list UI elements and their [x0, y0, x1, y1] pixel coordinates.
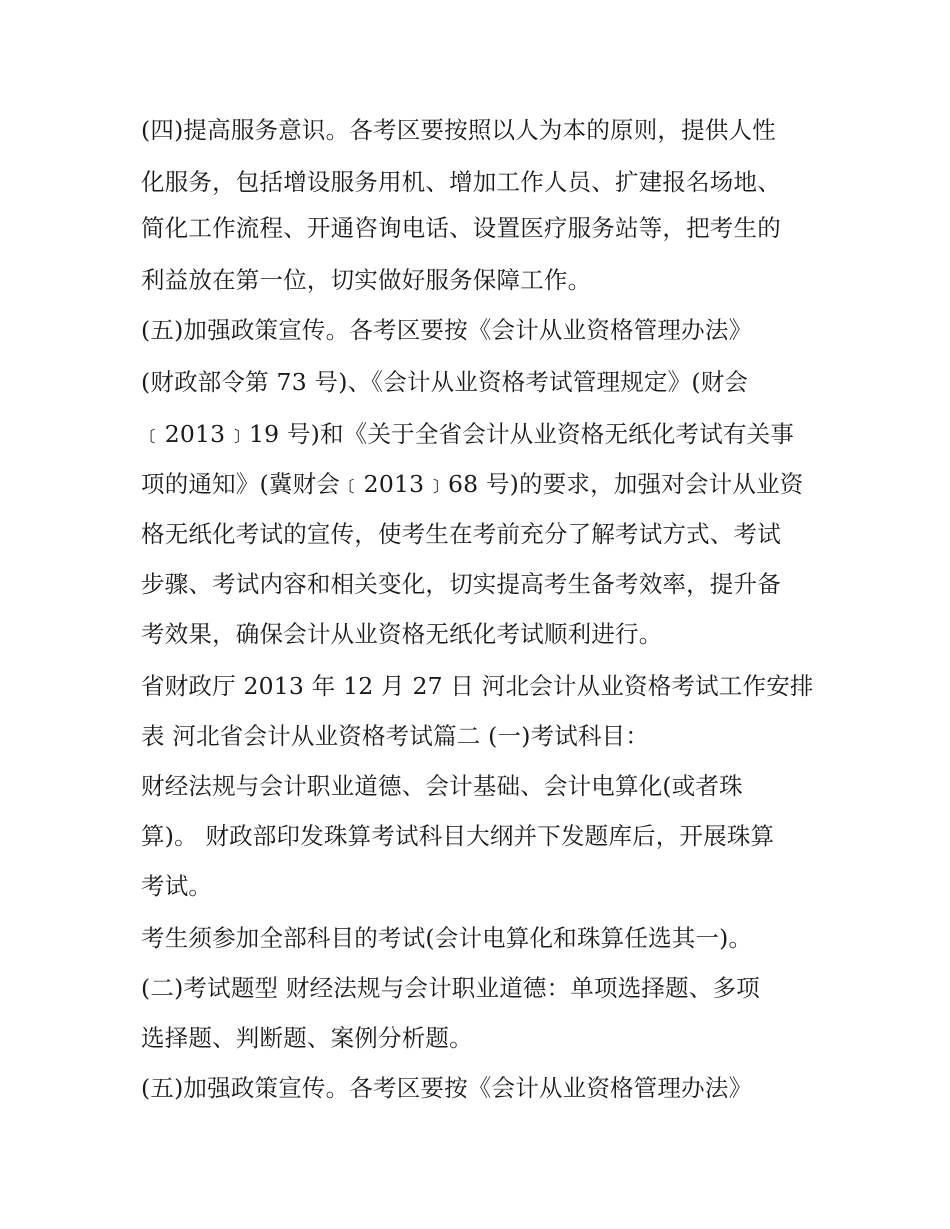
text-line: ﹝2013﹞19 号)和《关于全省会计从业资格无纸化考试有关事 — [141, 420, 795, 448]
text-line: (五)加强政策宣传。各考区要按《会计从业资格管理办法》 — [141, 1074, 753, 1102]
text-line: 利益放在第一位，切实做好服务保障工作。 — [141, 266, 592, 294]
text-line: 简化工作流程、开通咨询电话、设置医疗服务站等，把考生的 — [141, 214, 781, 242]
text-line: 财经法规与会计职业道德、会计基础、会计电算化(或者珠 — [141, 772, 743, 800]
text-line: 算)。 财政部印发珠算考试科目大纲并下发题库后，开展珠算 — [141, 822, 775, 850]
text-line: (四)提高服务意识。各考区要按照以人为本的原则，提供人性 — [141, 116, 776, 144]
text-line: 格无纸化考试的宣传，使考生在考前充分了解考试方式、考试 — [141, 520, 781, 548]
text-line: (二)考试题型 财经法规与会计职业道德：单项选择题、多项 — [141, 974, 760, 1002]
text-line: 化服务，包括增设服务用机、增加工作人员、扩建报名场地、 — [141, 168, 781, 196]
text-line: 省财政厅 2013 年 12 月 27 日 河北会计从业资格考试工作安排 — [141, 672, 814, 700]
text-line: 选择题、判断题、案例分析题。 — [141, 1024, 473, 1052]
text-line: 考生须参加全部科目的考试(会计电算化和珠算任选其一)。 — [141, 924, 753, 952]
text-line: 考效果，确保会计从业资格无纸化考试顺利进行。 — [141, 620, 663, 648]
text-line: (财政部令第 73 号)、《会计从业资格考试管理规定》(财会 — [141, 368, 749, 396]
text-line: 表 河北省会计从业资格考试篇二 (一)考试科目： — [141, 722, 650, 750]
text-line: 项的通知》(冀财会﹝2013﹞68 号)的要求，加强对会计从业资 — [141, 470, 804, 498]
text-line: (五)加强政策宣传。各考区要按《会计从业资格管理办法》 — [141, 316, 753, 344]
text-line: 步骤、考试内容和相关变化，切实提高考生备考效率，提升备 — [141, 570, 781, 598]
text-line: 考试。 — [141, 872, 213, 900]
